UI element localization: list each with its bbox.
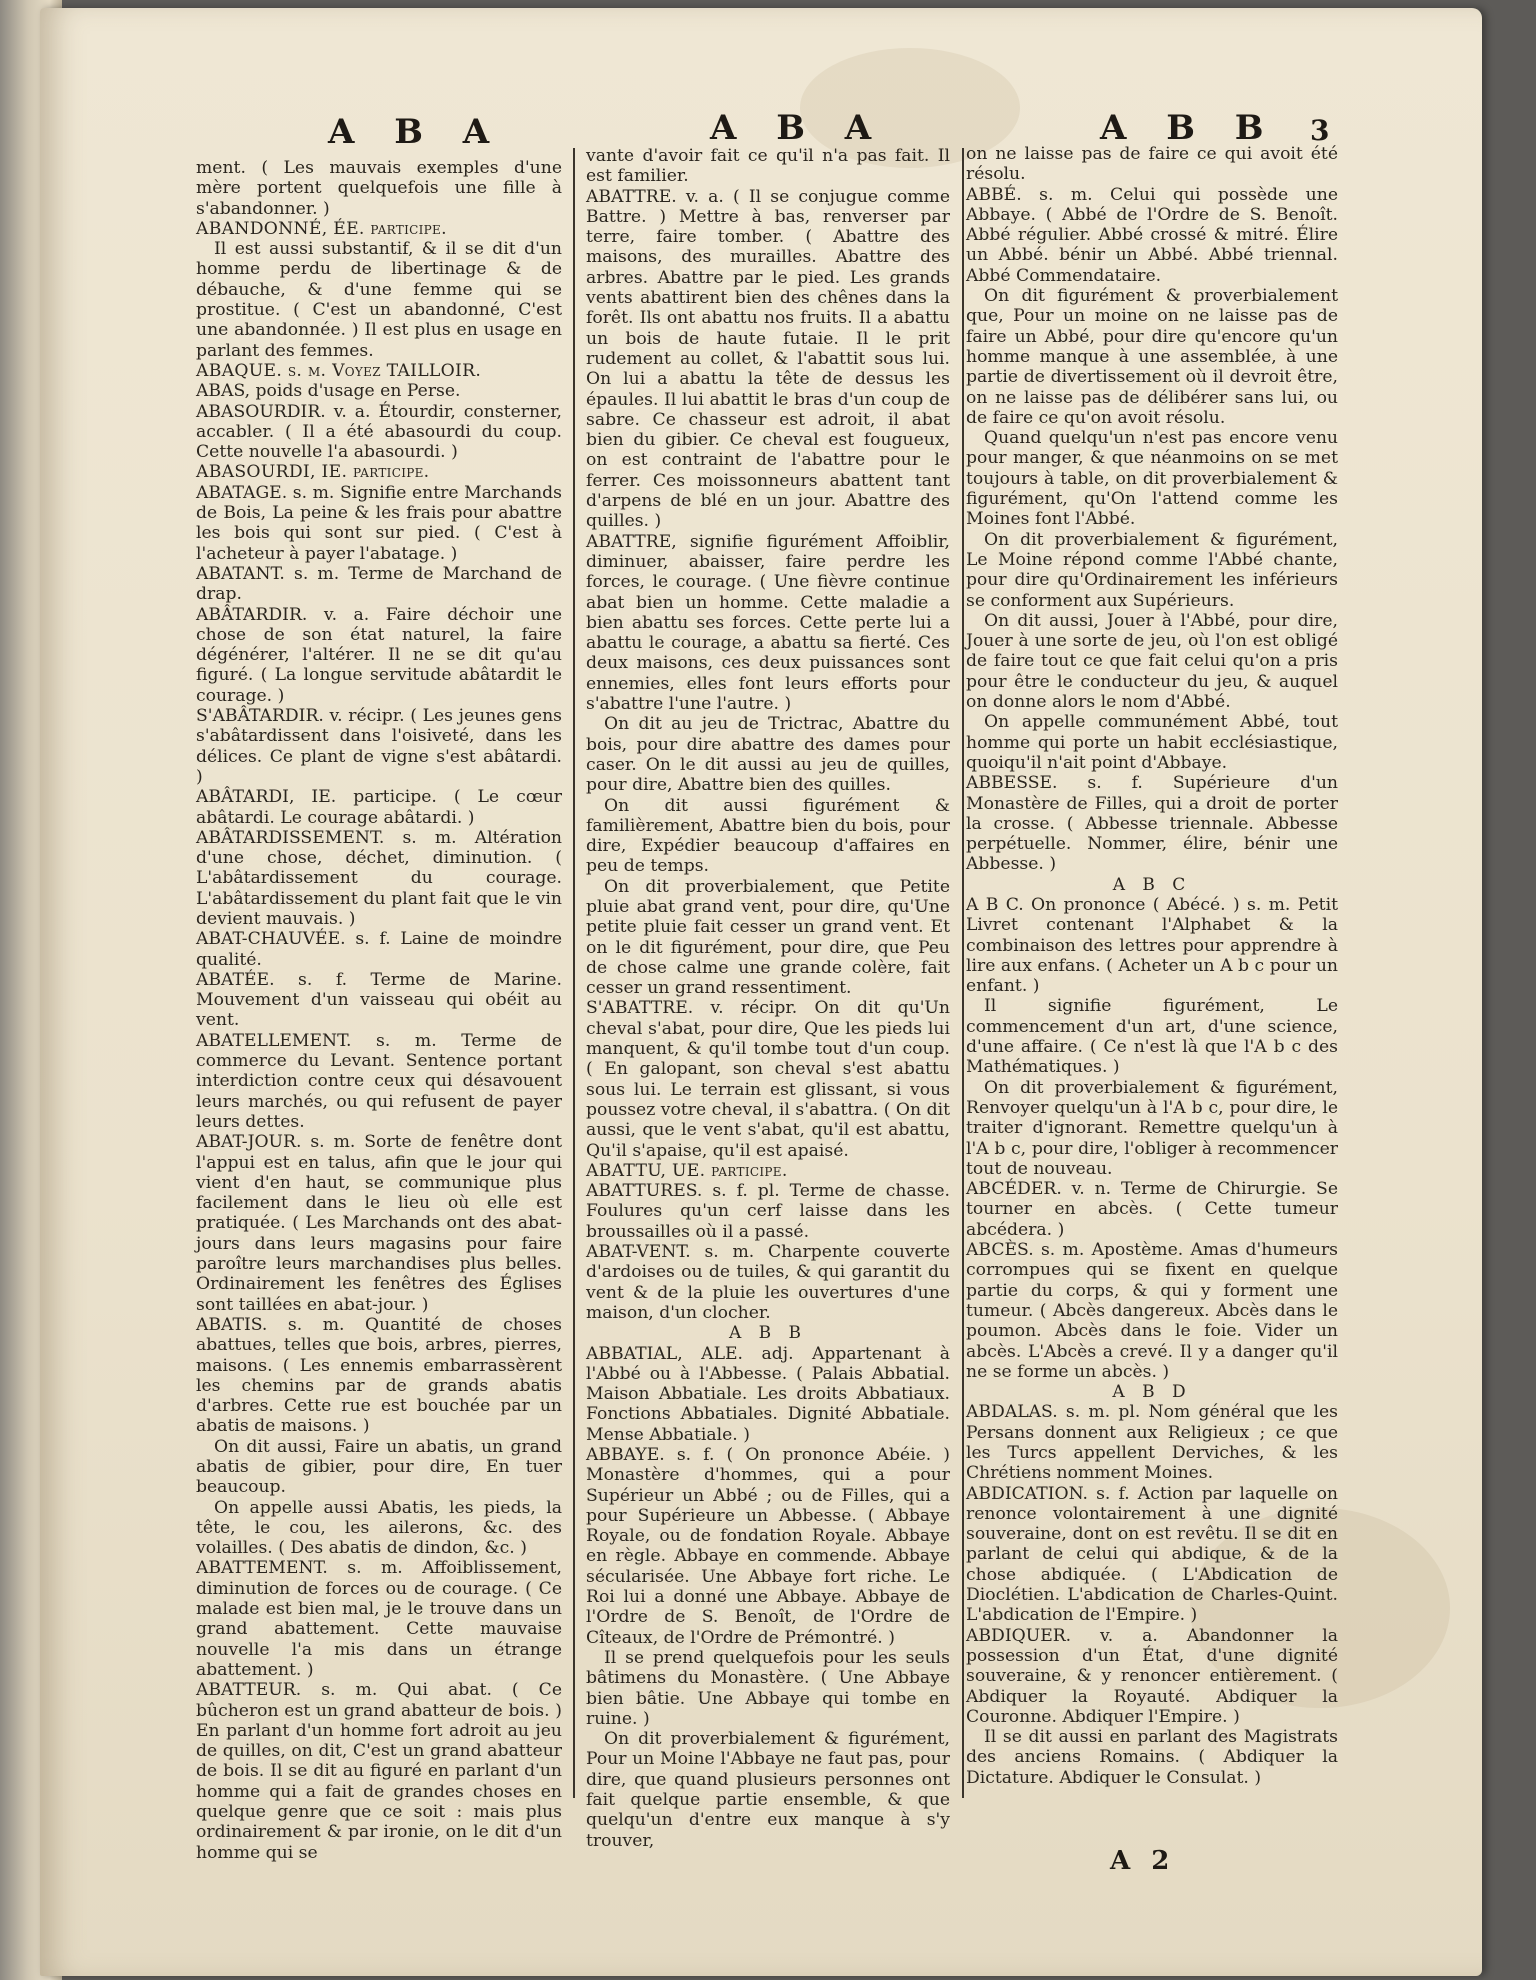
entry-headword: ABASOURDI, IE. participe. [196,462,430,483]
section-letter-heading: A B D [1112,1382,1192,1403]
entry-text: ABDICATION. s. f. Action par laquelle on renonce volontairement à une dignité souveraine, dont on est revêtu. Il se dit en parlant de celui qui abdique, & de la chose abdiquée. ( L'Abdication de Dioclétien. L'abdication de Charles-Quint. L'abdication de l'Empire. ) [966,1483,1338,1626]
dictionary-page [40,8,1482,1976]
running-head-left: A B A [328,112,504,152]
entry-text: ment. ( Les mauvais exemples d'une mère portent quelquefois une fille à s'abandonner. ) [196,158,562,219]
entry-text: ABBÉ. s. m. Celui qui possède une Abbaye. ( Abbé de l'Ordre de S. Benoît. Abbé régulier. Abbé crossé & mitré. Élire un Abbé. bénir un Abbé. Abbé triennal. Abbé Commendataire. [966,184,1338,286]
entry-text: ABATTURES. s. f. pl. Terme de chasse. Foulures qu'un cerf laisse dans les broussailles où il a passé. [586,1181,950,1242]
entry-text: On dit aussi, Faire un abatis, un grand abatis de gibier, pour dire, En tuer beaucoup. [196,1436,562,1498]
entry-text: On dit proverbialement & figurément, Le Moine répond comme l'Abbé chante, pour dire qu'Ordinairement les inférieurs se conforment aux Supérieurs. [966,529,1338,611]
entry-text: ABBAYE. s. f. ( On prononce Abéie. ) Monastère d'hommes, qui a pour Supérieur un Abbé ; ou de Filles, qui a pour Supérieure un Abbesse. ( Abbaye Royale, ou de fondation Royale. Abbaye en règle. Abbaye en commende. Abbaye sécularisée. Une Abbaye fort riche. Le Roi lui a donné une Abbaye. Abbaye de l'Ordre de S. Benoît, de l'Ordre de Cîteaux, de l'Ordre de Prémontré. ) [586,1445,950,1648]
entry-text: ABAT-CHAUVÉE. s. f. Laine de moindre qualité. [196,929,562,970]
entry-text: On dit proverbialement, que Petite pluie abat grand vent, pour dire, qu'Une petite pluie fait cesser un grand vent. Et on le dit figurément, pour dire, que Peu de chose calme une grande colère, fait cesser un grand ressentiment. [586,876,950,999]
running-head-middle: A B A [710,108,886,148]
entry-text: On dit aussi, Jouer à l'Abbé, pour dire, Jouer à une sorte de jeu, où l'on est obligé de faire tout ce que fait celui qu'on a pris pour être le conducteur du jeu, & auquel on donne alors le nom d'Abbé. [966,610,1338,713]
entry-text: A B C. On prononce ( Abécé. ) s. m. Petit Livret contenant l'Alphabet & la combinaison des lettres pour apprendre à lire aux enfans. ( Acheter un A b c pour un enfant. ) [966,894,1338,997]
entry-text: ABÂTARDI, IE. participe. ( Le cœur abâtardi. Le courage abâtardi. ) [196,787,562,828]
page-number: 3 [1310,114,1330,147]
entry-text: On dit proverbialement & figurément, Renvoyer quelqu'un à l'A b c, pour dire, le traiter d'ignorant. Remettre quelqu'un à l'A b c, pour dire, l'obliger à recommencer tout de nouveau. [966,1077,1338,1179]
entry-text: On appelle aussi Abatis, les pieds, la tête, le cou, les ailerons, &c. des volailles. ( Des abatis de dindon, &c. ) [196,1497,562,1559]
entry-text: ABDIQUER. v. a. Abandonner la possession d'un État, d'une dignité souveraine, & y renoncer entièrement. ( Abdiquer la Royauté. Abdiquer la Couronne. Abdiquer l'Empire. ) [966,1625,1338,1727]
entry-text: Il est aussi substantif, & il se dit d'un homme perdu de libertinage & de débauche, & d'une femme qui se prostitue. ( C'est un abandonné, C'est une abandonnée. ) Il est plus en usage en parlant des femmes. [196,239,562,361]
entry-text: ABÂTARDIR. v. a. Faire déchoir une chose de son état naturel, la faire dégénérer, l'altérer. Il ne se dit qu'au figuré. ( La longue servitude abâtardit le courage. ) [196,604,562,706]
entry-text: ABAT-JOUR. s. m. Sorte de fenêtre dont l'appui est en talus, afin que le jour qui vient d'en haut, se communique plus facilement dans le lieu où elle est pratiquée. ( Les Marchands ont des abat-jours dans leurs magasins pour faire paroître leurs marchandises plus belles. Ordinairement les fenêtres des Églises sont taillées en abat-jour. ) [196,1132,562,1315]
entry-text: ABAS, poids d'usage en Perse. [196,381,461,402]
entry-text: Il se dit aussi en parlant des Magistrats des anciens Romains. ( Abdiquer la Dictature. Abdiquer le Consulat. ) [966,1727,1338,1788]
column-rule-right [962,148,964,1798]
entry-text: On dit aussi figurément & familièrement, Abattre bien du bois, pour dire, Expédier beaucoup d'affaires en peu de temps. [586,795,950,877]
running-head-right: A B B [1100,108,1278,148]
entry-text: ABBESSE. s. f. Supérieure d'un Monastère de Filles, qui a droit de porter la crosse. ( Abbesse triennale. Abbesse perpétuelle. Nommer, élire, bénir une Abbesse. ) [966,773,1338,875]
signature-mark: A 2 [1110,1846,1176,1876]
column-middle [586,146,950,1851]
entry-text: On dit proverbialement & figurément, Pour un Moine l'Abbaye ne faut pas, pour dire, que quand plusieurs personnes ont fait quelque partie ensemble, & que quelqu'un d'entre eux manque à s'y trouver, [586,1729,950,1851]
entry-text: ABCÈS. s. m. Apostème. Amas d'humeurs corrompues qui se fixent en quelque partie du corps, & qui y forment une tumeur. ( Abcès dangereux. Abcès dans le poumon. Abcès dans le foie. Vider un abcès. L'Abcès a crevé. Il y a danger qu'il ne se forme un abcès. ) [966,1240,1338,1382]
entry-text: ABATANT. s. m. Terme de Marchand de drap. [196,563,562,605]
column-left [196,158,562,1863]
entry-text: On dit figurément & proverbialement que, Pour un moine on ne laisse pas de faire un Abbé, pour dire qu'encore qu'un homme manque à une assemblée, à une partie de divertissement où il devroit être, on ne laisse pas de délibérer sans lui, ou de faire ce qu'on avoit résolu. [966,286,1338,428]
entry-text: ABATTRE, signifie figurément Affoiblir, diminuer, abaisser, faire perdre les forces, le courage. ( Une fièvre continue abat bien un homme. Cette maladie a bien abattu ses forces. Cette perte lui a abattu le courage, a abattu sa fierté. Ces deux maisons, ces deux puissances sont ennemies, elles font leurs efforts pour s'abattre l'une l'autre. ) [586,531,950,715]
entry-text: ABATIS. s. m. Quantité de choses abattues, telles que bois, arbres, pierres, maisons. ( Les ennemis embarrassèrent les chemins par de grands abatis d'arbres. Cette rue est bouchée par un abatis de maisons. ) [196,1314,562,1437]
entry-text: ABDALAS. s. m. pl. Nom général que les Persans donnent aux Religieux ; ce que les Turcs appellent Derviches, & les Chrétiens nomment Moines. [966,1402,1338,1484]
entry-text: ABASOURDIR. v. a. Étourdir, consterner, accabler. ( Il a été abasourdi du coup. Cette nouvelle l'a abasourdi. ) [196,401,562,463]
entry-text: on ne laisse pas de faire ce qui avoit été résolu. [966,144,1338,185]
entry-text: ABATELLEMENT. s. m. Terme de commerce du Levant. Sentence portant interdiction contre ceux qui désavouent leurs marchés, ou qui refusent de payer leurs dettes. [196,1030,562,1132]
entry-headword: ABATTU, UE. participe. [586,1160,788,1181]
entry-text: ABATTEUR. s. m. Qui abat. ( Ce bûcheron est un grand abatteur de bois. ) En parlant d'un homme fort adroit au jeu de quilles, on dit, C'est un grand abatteur de bois. Il se dit au figuré en parlant d'un homme qui a fait de grandes choses en quelque genre que ce soit : mais plus ordinairement & par ironie, on le dit d'un homme qui se [196,1680,562,1863]
column-right [966,144,1338,1788]
entry-text: ABBATIAL, ALE. adj. Appartenant à l'Abbé ou à l'Abbesse. ( Palais Abbatial. Maison Abbatiale. Les droits Abbatiaux. Fonctions Abbatiales. Dignité Abbatiale. Mense Abbatiale. ) [586,1343,950,1445]
entry-text: ABATTRE. v. a. ( Il se conjugue comme Battre. ) Mettre à bas, renverser par terre, faire tomber. ( Abattre des maisons, des murailles. Abattre des arbres. Abattre par le pied. Les grands vents abattirent bien des chênes dans la forêt. Ils ont abattu nos fruits. Il a abattu un bois de haute futaie. Il le prit rudement au collet, & l'abattit sous lui. On lui a abattu la tête de dessus les épaules. Il lui abattit le bras d'un coup de sabre. Ce chasseur est adroit, il abat bien du gibier. Ce cheval est fougueux, on est contraint de l'abattre pour le ferrer. Ces moissonneurs abattent tant d'arpens de blé en un jour. Abattre des quilles. ) [586,186,950,532]
entry-text: ABATTEMENT. s. m. Affoiblissement, diminution de forces ou de courage. ( Ce malade est bien mal, je le trouve dans un grand abattement. Cette mauvaise nouvelle l'a mis dans un étrange abattement. ) [196,1558,562,1680]
entry-text: ABATÉE. s. f. Terme de Marine. Mouvement d'un vaisseau qui obéit au vent. [196,969,562,1031]
entry-text: Quand quelqu'un n'est pas encore venu pour manger, & que néanmoins on se met toujours à table, on dit proverbialement & figurément, qu'On l'attend comme les Moines font l'Abbé. [966,428,1338,530]
entry-text: On appelle communément Abbé, tout homme qui porte un habit ecclésiastique, quoiqu'il n'ait point d'Abbaye. [966,712,1338,773]
section-letter-heading: A B B [728,1323,808,1344]
entry-text: ABAT-VENT. s. m. Charpente couverte d'ardoises ou de tuiles, & qui garantit du vent & de la pluie les ouvertures d'une maison, d'un clocher. [586,1242,950,1323]
entry-text: S'ABÂTARDIR. v. récipr. ( Les jeunes gens s'abâtardissent dans l'oisiveté, dans les délices. Ce plant de vigne s'est abâtardi. ) [196,706,562,787]
entry-headword: ABANDONNÉ, ÉE. participe. [196,218,447,239]
entry-text: ABCÉDER. v. n. Terme de Chirurgie. Se tourner en abcès. ( Cette tumeur abcédera. ) [966,1179,1338,1240]
entry-text: ABÂTARDISSEMENT. s. m. Altération d'une chose, déchet, diminution. ( L'abâtardissement du courage. L'abâtardissement du plant fait que le vin devient mauvais. ) [196,827,562,929]
section-letter-heading: A B C [1112,874,1192,895]
entry-text: ABATAGE. s. m. Signifie entre Marchands de Bois, La peine & les frais pour abattre les bois qui sont sur pied. ( C'est à l'acheteur à payer l'abatage. ) [196,482,562,564]
entry-text: On dit au jeu de Trictrac, Abattre du bois, pour dire abattre des dames pour caser. On le dit aussi au jeu de quilles, pour dire, Abattre bien des quilles. [586,714,950,796]
entry-text: S'ABATTRE. v. récipr. On dit qu'Un cheval s'abat, pour dire, Que les pieds lui manquent, & qu'il tombe tout d'un coup. ( En galopant, son cheval s'est abattu sous lui. Le terrain est glissant, si vous poussez votre cheval, il s'abattra. ( On dit aussi, que le vent s'abat, qu'il est abattu, Qu'il s'apaise, qu'il est apaisé. [586,998,950,1161]
entry-headword: ABAQUE. s. m. Voyez TAILLOIR. [196,360,482,381]
entry-text: Il se prend quelquefois pour les seuls bâtimens du Monastère. ( Une Abbaye bien bâtie. Une Abbaye qui tombe en ruine. ) [586,1647,950,1729]
entry-text: vante d'avoir fait ce qu'il n'a pas fait. Il est familier. [586,146,950,187]
column-rule-left [573,148,575,1798]
entry-text: Il signifie figurément, Le commencement d'un art, d'une science, d'une affaire. ( Ce n'est là que l'A b c des Mathématiques. ) [966,996,1338,1078]
